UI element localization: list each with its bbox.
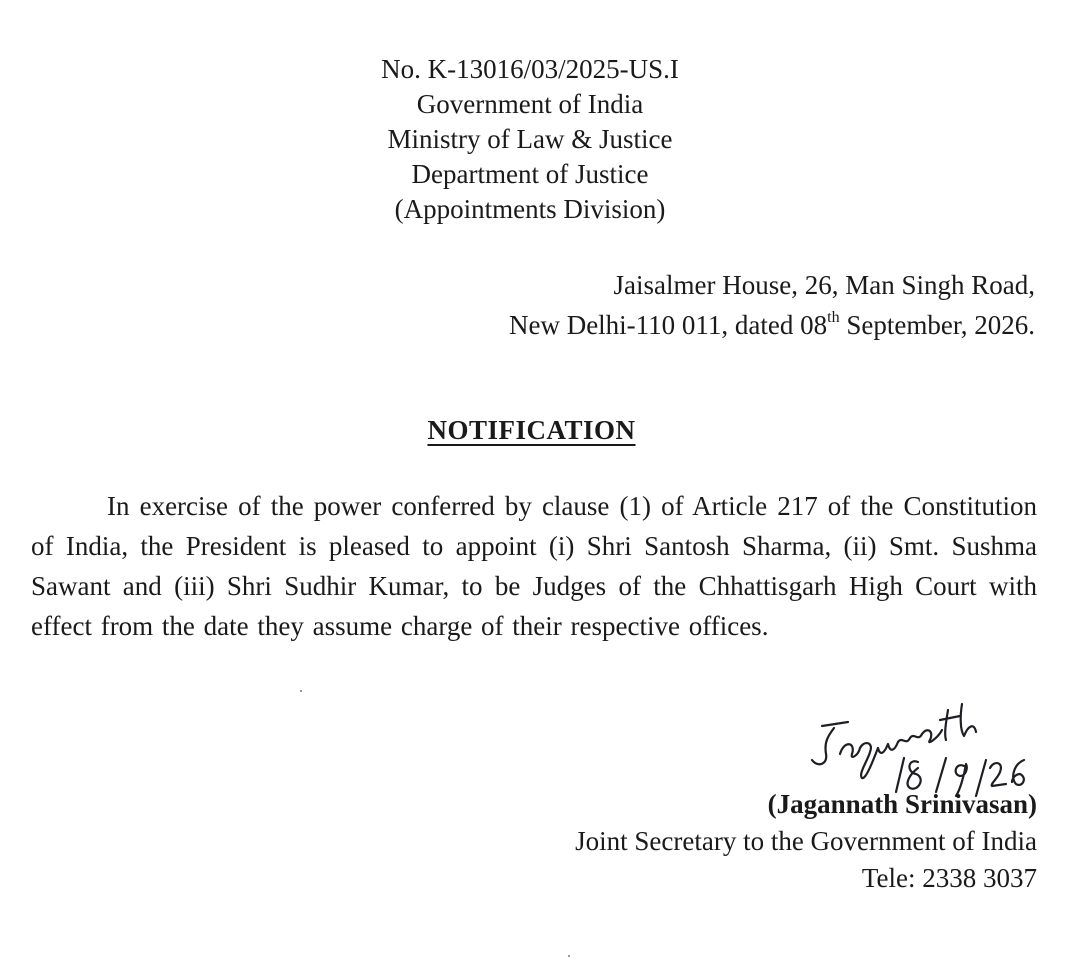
file-number: No. K-13016/03/2025-US.I xyxy=(381,54,679,84)
signatory-block xyxy=(575,786,1037,897)
address-date-suffix: September, 2026. xyxy=(839,310,1035,340)
address-line-1: Jaisalmer House, 26, Man Singh Road, xyxy=(613,270,1035,300)
division-name: (Appointments Division) xyxy=(394,194,666,224)
department-name: Department of Justice xyxy=(411,159,649,189)
address-line-2 xyxy=(509,305,1035,350)
government-name: Government of India xyxy=(416,89,644,119)
notification-title-text: NOTIFICATION xyxy=(427,415,636,445)
date-ordinal-suffix: th xyxy=(827,309,840,326)
notification-title xyxy=(0,415,1063,446)
scan-speck xyxy=(568,955,570,957)
ministry-name: Ministry of Law & Justice xyxy=(387,124,673,154)
address-date-prefix: New Delhi-110 011, dated 08 xyxy=(508,310,828,340)
signatory-designation: Joint Secretary to the Government of India xyxy=(575,826,1037,856)
address-block xyxy=(509,265,1035,350)
scan-speck xyxy=(300,690,302,692)
document-header xyxy=(0,52,1060,227)
notification-body: In exercise of the power conferred by clause (1) of Article 217 of the Constitution of India, the President is pleased to appoint (i) Shri Santosh Sharma, (ii) Smt. Sushma Sawant and (iii) Shri Sudhir Kumar, to be Judges of the Chhattisgarh High Court with effect from the date they assume charge of their respective offices. xyxy=(31,491,1037,641)
signatory-name: (Jagannath Srinivasan) xyxy=(767,789,1037,819)
signatory-telephone: Tele: 2338 3037 xyxy=(861,863,1037,893)
